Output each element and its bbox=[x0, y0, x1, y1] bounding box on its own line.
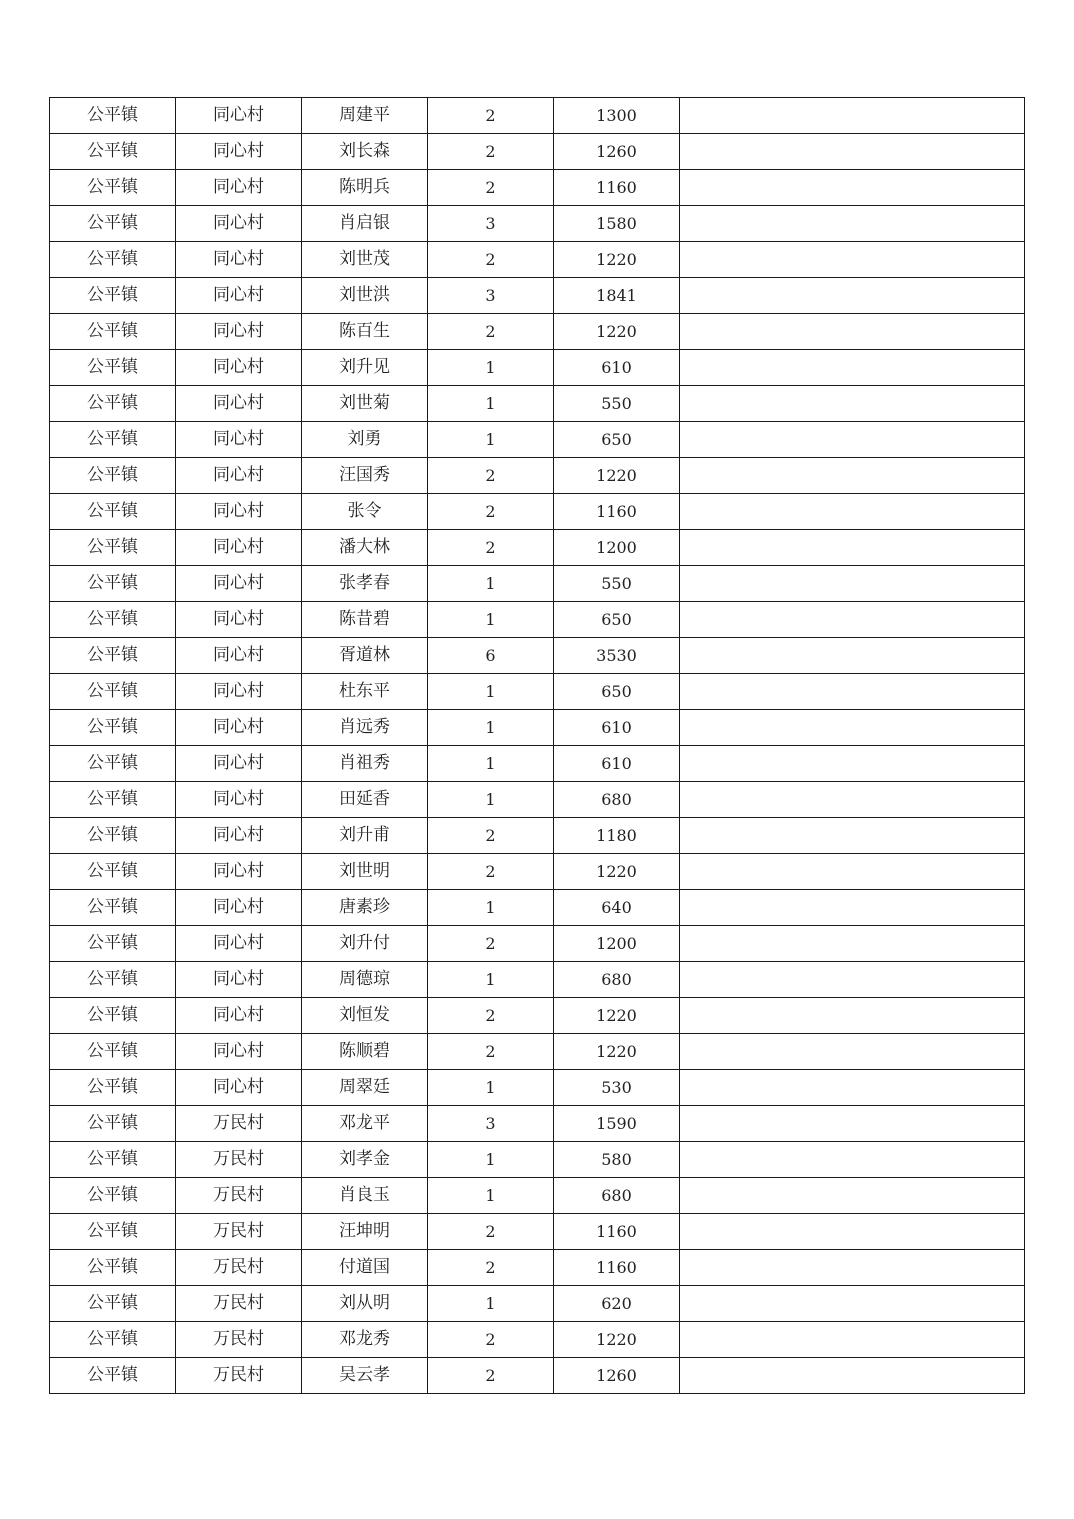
town-cell: 公平镇 bbox=[50, 98, 176, 134]
household-count-cell: 1 bbox=[428, 890, 554, 926]
village-cell: 同心村 bbox=[176, 1034, 302, 1070]
amount-cell: 640 bbox=[554, 890, 680, 926]
name-cell: 唐素珍 bbox=[302, 890, 428, 926]
name-cell: 肖启银 bbox=[302, 206, 428, 242]
village-cell: 万民村 bbox=[176, 1178, 302, 1214]
note-cell bbox=[680, 350, 1025, 386]
village-cell: 同心村 bbox=[176, 350, 302, 386]
amount-cell: 1160 bbox=[554, 1250, 680, 1286]
table-row bbox=[50, 890, 1025, 926]
household-count-cell: 1 bbox=[428, 566, 554, 602]
table-row bbox=[50, 962, 1025, 998]
table-row bbox=[50, 854, 1025, 890]
note-cell bbox=[680, 206, 1025, 242]
town-cell: 公平镇 bbox=[50, 314, 176, 350]
amount-cell: 1220 bbox=[554, 1034, 680, 1070]
town-cell: 公平镇 bbox=[50, 206, 176, 242]
village-cell: 同心村 bbox=[176, 566, 302, 602]
table-row bbox=[50, 1142, 1025, 1178]
village-cell: 万民村 bbox=[176, 1358, 302, 1394]
note-cell bbox=[680, 1250, 1025, 1286]
amount-cell: 1180 bbox=[554, 818, 680, 854]
town-cell: 公平镇 bbox=[50, 422, 176, 458]
amount-cell: 1220 bbox=[554, 458, 680, 494]
household-count-cell: 2 bbox=[428, 1214, 554, 1250]
amount-cell: 1160 bbox=[554, 170, 680, 206]
town-cell: 公平镇 bbox=[50, 1286, 176, 1322]
household-count-cell: 2 bbox=[428, 1358, 554, 1394]
note-cell bbox=[680, 422, 1025, 458]
table-row bbox=[50, 458, 1025, 494]
name-cell: 刘世菊 bbox=[302, 386, 428, 422]
town-cell: 公平镇 bbox=[50, 350, 176, 386]
town-cell: 公平镇 bbox=[50, 674, 176, 710]
amount-cell: 1580 bbox=[554, 206, 680, 242]
table-row bbox=[50, 242, 1025, 278]
note-cell bbox=[680, 818, 1025, 854]
village-cell: 同心村 bbox=[176, 98, 302, 134]
note-cell bbox=[680, 530, 1025, 566]
table-row bbox=[50, 1034, 1025, 1070]
town-cell: 公平镇 bbox=[50, 1178, 176, 1214]
village-cell: 同心村 bbox=[176, 494, 302, 530]
household-count-cell: 2 bbox=[428, 494, 554, 530]
household-count-cell: 1 bbox=[428, 1286, 554, 1322]
household-count-cell: 1 bbox=[428, 710, 554, 746]
name-cell: 刘恒发 bbox=[302, 998, 428, 1034]
amount-cell: 680 bbox=[554, 1178, 680, 1214]
table-row bbox=[50, 134, 1025, 170]
amount-cell: 680 bbox=[554, 782, 680, 818]
name-cell: 杜东平 bbox=[302, 674, 428, 710]
village-cell: 万民村 bbox=[176, 1106, 302, 1142]
household-count-cell: 6 bbox=[428, 638, 554, 674]
note-cell bbox=[680, 494, 1025, 530]
village-cell: 同心村 bbox=[176, 1070, 302, 1106]
amount-cell: 650 bbox=[554, 674, 680, 710]
name-cell: 刘长森 bbox=[302, 134, 428, 170]
household-count-cell: 2 bbox=[428, 998, 554, 1034]
village-cell: 同心村 bbox=[176, 458, 302, 494]
village-cell: 万民村 bbox=[176, 1142, 302, 1178]
household-count-cell: 1 bbox=[428, 602, 554, 638]
amount-cell: 610 bbox=[554, 710, 680, 746]
household-count-cell: 1 bbox=[428, 1070, 554, 1106]
note-cell bbox=[680, 1070, 1025, 1106]
table-row bbox=[50, 314, 1025, 350]
town-cell: 公平镇 bbox=[50, 1142, 176, 1178]
town-cell: 公平镇 bbox=[50, 1250, 176, 1286]
table-row bbox=[50, 1214, 1025, 1250]
village-cell: 同心村 bbox=[176, 170, 302, 206]
name-cell: 刘升付 bbox=[302, 926, 428, 962]
household-count-cell: 1 bbox=[428, 1142, 554, 1178]
name-cell: 陈百生 bbox=[302, 314, 428, 350]
name-cell: 刘世明 bbox=[302, 854, 428, 890]
table-row bbox=[50, 1358, 1025, 1394]
note-cell bbox=[680, 458, 1025, 494]
amount-cell: 1200 bbox=[554, 926, 680, 962]
name-cell: 付道国 bbox=[302, 1250, 428, 1286]
note-cell bbox=[680, 278, 1025, 314]
name-cell: 刘勇 bbox=[302, 422, 428, 458]
name-cell: 刘升见 bbox=[302, 350, 428, 386]
town-cell: 公平镇 bbox=[50, 746, 176, 782]
note-cell bbox=[680, 98, 1025, 134]
table-row bbox=[50, 638, 1025, 674]
village-cell: 万民村 bbox=[176, 1286, 302, 1322]
village-cell: 同心村 bbox=[176, 314, 302, 350]
note-cell bbox=[680, 1358, 1025, 1394]
note-cell bbox=[680, 1322, 1025, 1358]
town-cell: 公平镇 bbox=[50, 1106, 176, 1142]
household-count-cell: 2 bbox=[428, 1322, 554, 1358]
note-cell bbox=[680, 134, 1025, 170]
table-row bbox=[50, 1286, 1025, 1322]
amount-cell: 1160 bbox=[554, 1214, 680, 1250]
table-row bbox=[50, 350, 1025, 386]
household-count-cell: 2 bbox=[428, 1250, 554, 1286]
household-count-cell: 2 bbox=[428, 314, 554, 350]
town-cell: 公平镇 bbox=[50, 602, 176, 638]
note-cell bbox=[680, 386, 1025, 422]
amount-cell: 1220 bbox=[554, 998, 680, 1034]
note-cell bbox=[680, 1286, 1025, 1322]
note-cell bbox=[680, 890, 1025, 926]
table-row bbox=[50, 674, 1025, 710]
village-cell: 同心村 bbox=[176, 998, 302, 1034]
name-cell: 肖远秀 bbox=[302, 710, 428, 746]
note-cell bbox=[680, 242, 1025, 278]
name-cell: 刘世茂 bbox=[302, 242, 428, 278]
household-count-cell: 1 bbox=[428, 674, 554, 710]
table-row bbox=[50, 1070, 1025, 1106]
household-count-cell: 1 bbox=[428, 422, 554, 458]
amount-cell: 1841 bbox=[554, 278, 680, 314]
village-cell: 同心村 bbox=[176, 962, 302, 998]
amount-cell: 1200 bbox=[554, 530, 680, 566]
amount-cell: 1160 bbox=[554, 494, 680, 530]
town-cell: 公平镇 bbox=[50, 1214, 176, 1250]
name-cell: 陈顺碧 bbox=[302, 1034, 428, 1070]
household-count-cell: 2 bbox=[428, 854, 554, 890]
village-cell: 同心村 bbox=[176, 206, 302, 242]
note-cell bbox=[680, 710, 1025, 746]
village-cell: 同心村 bbox=[176, 386, 302, 422]
table-row bbox=[50, 602, 1025, 638]
amount-cell: 1220 bbox=[554, 242, 680, 278]
table-row bbox=[50, 422, 1025, 458]
village-cell: 同心村 bbox=[176, 530, 302, 566]
household-count-cell: 2 bbox=[428, 458, 554, 494]
amount-cell: 550 bbox=[554, 566, 680, 602]
town-cell: 公平镇 bbox=[50, 854, 176, 890]
name-cell: 潘大林 bbox=[302, 530, 428, 566]
table-row bbox=[50, 1106, 1025, 1142]
household-count-cell: 3 bbox=[428, 206, 554, 242]
town-cell: 公平镇 bbox=[50, 278, 176, 314]
amount-cell: 620 bbox=[554, 1286, 680, 1322]
town-cell: 公平镇 bbox=[50, 998, 176, 1034]
household-count-cell: 2 bbox=[428, 926, 554, 962]
household-count-cell: 2 bbox=[428, 170, 554, 206]
note-cell bbox=[680, 170, 1025, 206]
town-cell: 公平镇 bbox=[50, 242, 176, 278]
name-cell: 陈明兵 bbox=[302, 170, 428, 206]
note-cell bbox=[680, 1142, 1025, 1178]
village-cell: 万民村 bbox=[176, 1214, 302, 1250]
amount-cell: 610 bbox=[554, 746, 680, 782]
town-cell: 公平镇 bbox=[50, 1034, 176, 1070]
amount-cell: 1220 bbox=[554, 1322, 680, 1358]
household-count-cell: 1 bbox=[428, 962, 554, 998]
name-cell: 陈昔碧 bbox=[302, 602, 428, 638]
table-row bbox=[50, 566, 1025, 602]
table-row bbox=[50, 170, 1025, 206]
name-cell: 邓龙平 bbox=[302, 1106, 428, 1142]
table-row bbox=[50, 782, 1025, 818]
town-cell: 公平镇 bbox=[50, 494, 176, 530]
village-cell: 同心村 bbox=[176, 782, 302, 818]
name-cell: 汪坤明 bbox=[302, 1214, 428, 1250]
table-row bbox=[50, 1178, 1025, 1214]
village-cell: 同心村 bbox=[176, 854, 302, 890]
table-row bbox=[50, 998, 1025, 1034]
household-count-cell: 3 bbox=[428, 278, 554, 314]
note-cell bbox=[680, 926, 1025, 962]
table-row bbox=[50, 98, 1025, 134]
name-cell: 邓龙秀 bbox=[302, 1322, 428, 1358]
amount-cell: 3530 bbox=[554, 638, 680, 674]
village-cell: 同心村 bbox=[176, 242, 302, 278]
town-cell: 公平镇 bbox=[50, 566, 176, 602]
village-cell: 同心村 bbox=[176, 278, 302, 314]
household-count-cell: 2 bbox=[428, 1034, 554, 1070]
town-cell: 公平镇 bbox=[50, 458, 176, 494]
town-cell: 公平镇 bbox=[50, 134, 176, 170]
household-count-cell: 1 bbox=[428, 350, 554, 386]
town-cell: 公平镇 bbox=[50, 170, 176, 206]
roster-table-body bbox=[50, 98, 1025, 1394]
amount-cell: 1300 bbox=[554, 98, 680, 134]
note-cell bbox=[680, 998, 1025, 1034]
name-cell: 刘从明 bbox=[302, 1286, 428, 1322]
name-cell: 张令 bbox=[302, 494, 428, 530]
town-cell: 公平镇 bbox=[50, 1322, 176, 1358]
amount-cell: 530 bbox=[554, 1070, 680, 1106]
table-row bbox=[50, 1250, 1025, 1286]
household-count-cell: 1 bbox=[428, 1178, 554, 1214]
table-row bbox=[50, 818, 1025, 854]
amount-cell: 550 bbox=[554, 386, 680, 422]
name-cell: 刘世洪 bbox=[302, 278, 428, 314]
table-row bbox=[50, 746, 1025, 782]
note-cell bbox=[680, 1214, 1025, 1250]
amount-cell: 610 bbox=[554, 350, 680, 386]
note-cell bbox=[680, 674, 1025, 710]
amount-cell: 1220 bbox=[554, 854, 680, 890]
town-cell: 公平镇 bbox=[50, 782, 176, 818]
table-row bbox=[50, 494, 1025, 530]
household-count-cell: 2 bbox=[428, 98, 554, 134]
household-count-cell: 2 bbox=[428, 134, 554, 170]
name-cell: 周建平 bbox=[302, 98, 428, 134]
village-cell: 同心村 bbox=[176, 638, 302, 674]
household-count-cell: 1 bbox=[428, 782, 554, 818]
village-cell: 同心村 bbox=[176, 890, 302, 926]
village-cell: 同心村 bbox=[176, 818, 302, 854]
town-cell: 公平镇 bbox=[50, 818, 176, 854]
amount-cell: 650 bbox=[554, 602, 680, 638]
note-cell bbox=[680, 1034, 1025, 1070]
village-cell: 同心村 bbox=[176, 674, 302, 710]
note-cell bbox=[680, 746, 1025, 782]
town-cell: 公平镇 bbox=[50, 1358, 176, 1394]
village-cell: 同心村 bbox=[176, 422, 302, 458]
household-count-cell: 3 bbox=[428, 1106, 554, 1142]
village-cell: 万民村 bbox=[176, 1322, 302, 1358]
town-cell: 公平镇 bbox=[50, 890, 176, 926]
name-cell: 刘升甫 bbox=[302, 818, 428, 854]
town-cell: 公平镇 bbox=[50, 1070, 176, 1106]
note-cell bbox=[680, 1178, 1025, 1214]
town-cell: 公平镇 bbox=[50, 638, 176, 674]
note-cell bbox=[680, 602, 1025, 638]
note-cell bbox=[680, 1106, 1025, 1142]
household-count-cell: 2 bbox=[428, 818, 554, 854]
name-cell: 刘孝金 bbox=[302, 1142, 428, 1178]
village-cell: 同心村 bbox=[176, 134, 302, 170]
amount-cell: 680 bbox=[554, 962, 680, 998]
note-cell bbox=[680, 962, 1025, 998]
village-cell: 同心村 bbox=[176, 746, 302, 782]
name-cell: 吴云孝 bbox=[302, 1358, 428, 1394]
name-cell: 周德琼 bbox=[302, 962, 428, 998]
household-count-cell: 2 bbox=[428, 242, 554, 278]
name-cell: 胥道林 bbox=[302, 638, 428, 674]
town-cell: 公平镇 bbox=[50, 962, 176, 998]
table-row bbox=[50, 1322, 1025, 1358]
roster-table bbox=[49, 97, 1025, 1394]
amount-cell: 1220 bbox=[554, 314, 680, 350]
amount-cell: 650 bbox=[554, 422, 680, 458]
table-row bbox=[50, 386, 1025, 422]
note-cell bbox=[680, 638, 1025, 674]
amount-cell: 1590 bbox=[554, 1106, 680, 1142]
name-cell: 肖祖秀 bbox=[302, 746, 428, 782]
note-cell bbox=[680, 314, 1025, 350]
table-row bbox=[50, 206, 1025, 242]
table-row bbox=[50, 278, 1025, 314]
name-cell: 张孝春 bbox=[302, 566, 428, 602]
town-cell: 公平镇 bbox=[50, 926, 176, 962]
amount-cell: 1260 bbox=[554, 1358, 680, 1394]
town-cell: 公平镇 bbox=[50, 710, 176, 746]
note-cell bbox=[680, 782, 1025, 818]
village-cell: 同心村 bbox=[176, 602, 302, 638]
household-count-cell: 1 bbox=[428, 746, 554, 782]
town-cell: 公平镇 bbox=[50, 530, 176, 566]
note-cell bbox=[680, 566, 1025, 602]
table-row bbox=[50, 530, 1025, 566]
table-row bbox=[50, 710, 1025, 746]
amount-cell: 580 bbox=[554, 1142, 680, 1178]
name-cell: 田延香 bbox=[302, 782, 428, 818]
name-cell: 肖良玉 bbox=[302, 1178, 428, 1214]
name-cell: 汪国秀 bbox=[302, 458, 428, 494]
table-row bbox=[50, 926, 1025, 962]
village-cell: 同心村 bbox=[176, 710, 302, 746]
amount-cell: 1260 bbox=[554, 134, 680, 170]
village-cell: 同心村 bbox=[176, 926, 302, 962]
household-count-cell: 2 bbox=[428, 530, 554, 566]
name-cell: 周翠廷 bbox=[302, 1070, 428, 1106]
village-cell: 万民村 bbox=[176, 1250, 302, 1286]
town-cell: 公平镇 bbox=[50, 386, 176, 422]
note-cell bbox=[680, 854, 1025, 890]
household-count-cell: 1 bbox=[428, 386, 554, 422]
